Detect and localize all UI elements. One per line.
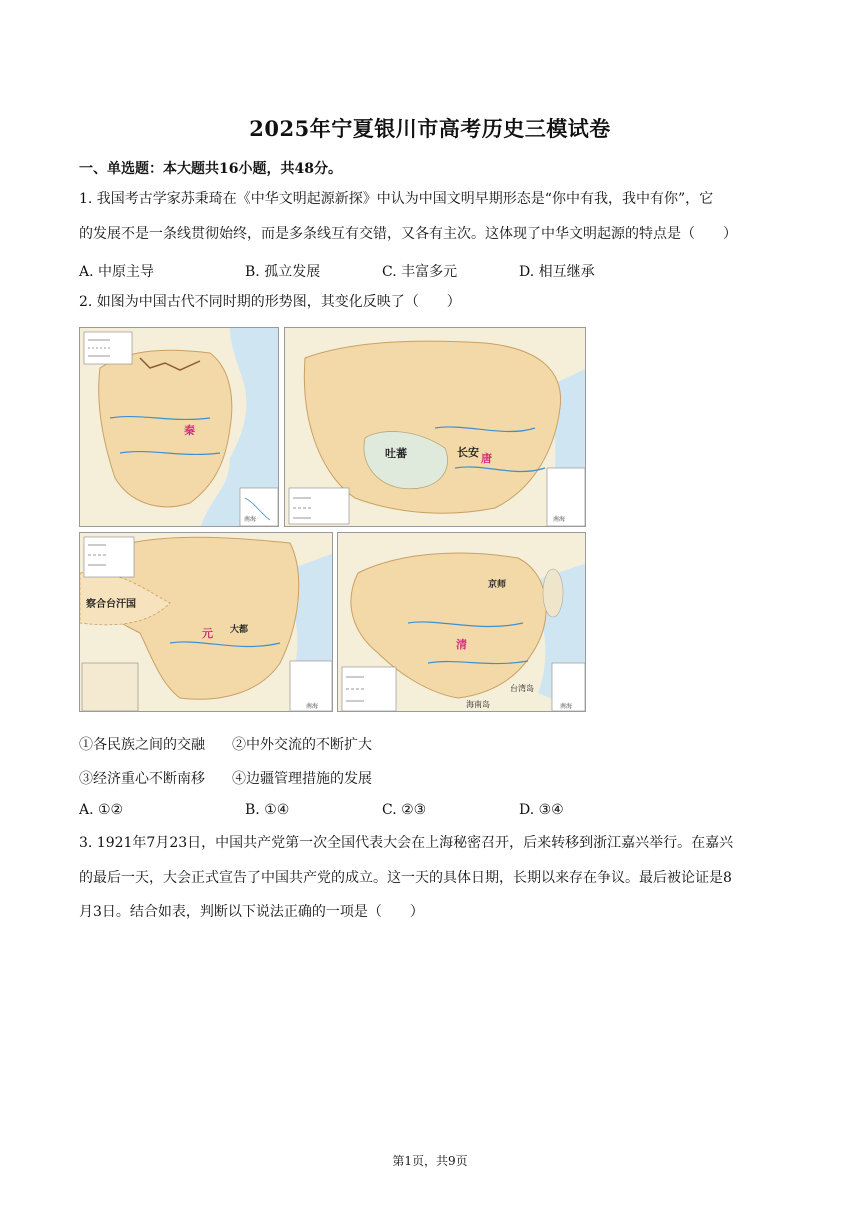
q1-line2: 的发展不是一条线贯彻始终，而是多条线互有交错，又各有主次。这体现了中华文明起源的特点是（ ） — [79, 226, 737, 242]
q1-option-c[interactable]: C. 丰富多元 — [382, 264, 458, 280]
q1-option-b[interactable]: B. 孤立发展 — [245, 264, 321, 280]
q2-option-b[interactable]: B. ①④ — [245, 802, 290, 818]
q2-statement-1: ①各民族之间的交融 — [79, 737, 205, 753]
page-title: 2025年宁夏银川市高考历史三模试卷 — [249, 116, 611, 141]
map-qing-hainan-label: 海南岛 — [466, 700, 490, 709]
map-qing-label: 清 — [456, 638, 467, 651]
q3-line2: 的最后一天，大会正式宣告了中国共产党的成立。这一天的具体日期，长期以来存在争议。最后被论证是8 — [79, 870, 732, 886]
map-tang-label: 唐 — [481, 452, 492, 465]
map-tang-tubo-label: 吐蕃 — [385, 447, 407, 460]
page-footer: 第1页，共9页 — [392, 1154, 468, 1168]
map-tang-changan-label: 长安 — [457, 446, 479, 459]
map-qing-jingshi-label: 京师 — [488, 580, 507, 590]
q1-option-a[interactable]: A. 中原主导 — [79, 264, 155, 280]
map-yuan-sea-label: 南海 — [306, 703, 319, 710]
map-yuan-dadu-label: 大都 — [230, 625, 249, 635]
section-heading: 一、单选题：本大题共16小题，共48分。 — [79, 161, 342, 177]
q3-line3: 月3日。结合如表，判断以下说法正确的一项是（ ） — [79, 904, 424, 920]
map-yuan — [79, 532, 333, 712]
q3-line1: 3. 1921年7月23日，中国共产党第一次全国代表大会在上海秘密召开，后来转移到浙江嘉兴举行。在嘉兴 — [79, 835, 734, 851]
map-qin — [79, 327, 279, 527]
q2-statement-2: ②中外交流的不断扩大 — [232, 737, 372, 753]
q2-statement-4: ④边疆管理措施的发展 — [232, 771, 372, 787]
map-qing — [337, 532, 586, 712]
q2-option-a[interactable]: A. ①② — [79, 802, 124, 818]
map-qing-taiwan-label: 台湾岛 — [510, 684, 534, 693]
map-qin-sea-label: 南海 — [244, 516, 257, 523]
map-tang — [284, 327, 586, 527]
q2-statement-3: ③经济重心不断南移 — [79, 771, 205, 787]
q2-line1: 2. 如图为中国古代不同时期的形势图，其变化反映了（ ） — [79, 294, 461, 310]
map-yuan-chagatai-label: 察合台汗国 — [86, 599, 136, 610]
map-qin-label: 秦 — [184, 424, 195, 437]
q1-option-d[interactable]: D. 相互继承 — [519, 264, 595, 280]
q1-line1: 1. 我国考古学家苏秉琦在《中华文明起源新探》中认为中国文明早期形态是“你中有我，我中有你”，它 — [79, 191, 714, 207]
map-yuan-label: 元 — [202, 627, 213, 640]
q2-option-d[interactable]: D. ③④ — [519, 802, 564, 818]
map-tang-sea-label: 南海 — [553, 516, 566, 523]
q2-option-c[interactable]: C. ②③ — [382, 802, 427, 818]
map-qing-sea-label: 南海 — [560, 703, 573, 710]
